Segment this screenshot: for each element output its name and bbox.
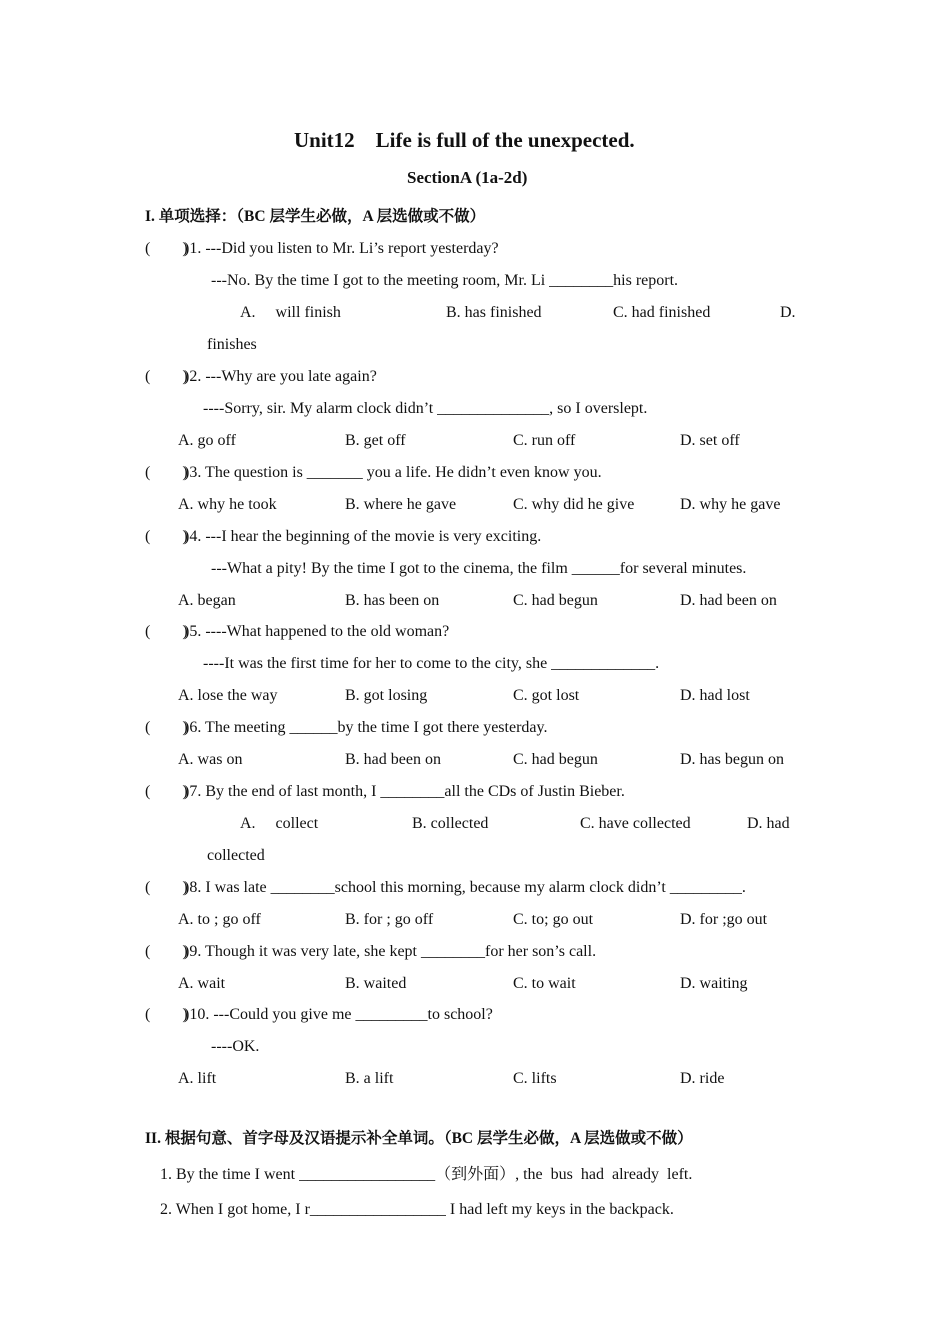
q7-option-c: C. have collected xyxy=(580,815,691,832)
answer-blank[interactable]: ( ) xyxy=(145,368,188,385)
question-6-stem: )6. The meeting ______by the time I got there yesterday. xyxy=(184,719,548,736)
q1-option-d-cont: finishes xyxy=(207,336,257,353)
q5-option-a: A. lose the way xyxy=(178,687,278,704)
question-7-stem: )7. By the end of last month, I ________all the CDs of Justin Bieber. xyxy=(184,783,625,800)
answer-blank[interactable]: ( ) xyxy=(145,528,188,545)
q2-option-c: C. run off xyxy=(513,432,576,449)
q9-option-c: C. to wait xyxy=(513,975,576,992)
answer-blank[interactable]: ( ) xyxy=(145,943,188,960)
q3-option-d: D. why he gave xyxy=(680,496,781,513)
question-1-stem: )1. ---Did you listen to Mr. Li’s report yesterday? xyxy=(184,240,499,257)
q10-option-d: D. ride xyxy=(680,1070,725,1087)
q4-option-b: B. has been on xyxy=(345,592,440,609)
answer-blank[interactable]: ( ) xyxy=(145,1006,188,1023)
q1-option-a: A. will finish xyxy=(240,304,341,321)
page-title: Unit12 Life is full of the unexpected. xyxy=(294,128,635,152)
question-8-stem: )8. I was late ________school this morning, because my alarm clock didn’t _________. xyxy=(184,879,746,896)
q6-option-c: C. had begun xyxy=(513,751,598,768)
fill-sentence-2: 2. When I got home, I r_________________ I had left my keys in the backpack. xyxy=(160,1201,674,1218)
answer-blank[interactable]: ( ) xyxy=(145,879,188,896)
q7-option-a: A. collect xyxy=(240,815,319,832)
section-subtitle: SectionA (1a-2d) xyxy=(407,168,528,187)
q9-option-a: A. wait xyxy=(178,975,226,992)
q2-option-a: A. go off xyxy=(178,432,236,449)
question-5-stem: )5. ----What happened to the old woman? xyxy=(184,623,450,640)
q8-option-b: B. for ; go off xyxy=(345,911,434,928)
answer-blank[interactable]: ( ) xyxy=(145,464,188,481)
answer-blank[interactable]: ( ) xyxy=(145,240,188,257)
q1-option-d: D. xyxy=(780,304,796,321)
q6-option-b: B. had been on xyxy=(345,751,441,768)
q4-option-c: C. had begun xyxy=(513,592,598,609)
q7-option-b: B. collected xyxy=(412,815,489,832)
q10-option-a: A. lift xyxy=(178,1070,217,1087)
question-4-stem: )4. ---I hear the beginning of the movie is very exciting. xyxy=(184,528,542,545)
question-10-line2: ----OK. xyxy=(211,1038,260,1055)
q2-option-d: D. set off xyxy=(680,432,740,449)
q7-option-d-cont: collected xyxy=(207,847,265,864)
q8-option-d: D. for ;go out xyxy=(680,911,768,928)
q7-option-d: D. had xyxy=(747,815,790,832)
section2-heading: II. 根据句意、首字母及汉语提示补全单词。（BC 层学生必做，A 层选做或不做） xyxy=(145,1130,693,1147)
answer-blank[interactable]: ( ) xyxy=(145,719,188,736)
question-10-stem: )10. ---Could you give me _________to school? xyxy=(184,1006,493,1023)
question-3-stem: )3. The question is _______ you a life. He didn’t even know you. xyxy=(184,464,602,481)
q4-option-d: D. had been on xyxy=(680,592,777,609)
q5-option-b: B. got losing xyxy=(345,687,428,704)
question-1-line2: ---No. By the time I got to the meeting room, Mr. Li ________his report. xyxy=(211,272,679,289)
q4-option-a: A. began xyxy=(178,592,236,609)
q2-option-b: B. get off xyxy=(345,432,406,449)
q5-option-c: C. got lost xyxy=(513,687,580,704)
question-9-stem: )9. Though it was very late, she kept ________for her son’s call. xyxy=(184,943,597,960)
answer-blank[interactable]: ( ) xyxy=(145,783,188,800)
q1-option-c: C. had finished xyxy=(613,304,711,321)
q8-option-a: A. to ; go off xyxy=(178,911,261,928)
q9-option-b: B. waited xyxy=(345,975,407,992)
q3-option-c: C. why did he give xyxy=(513,496,635,513)
q9-option-d: D. waiting xyxy=(680,975,748,992)
q6-option-d: D. has begun on xyxy=(680,751,784,768)
answer-blank[interactable]: ( ) xyxy=(145,623,188,640)
q8-option-c: C. to; go out xyxy=(513,911,594,928)
question-2-line2: ----Sorry, sir. My alarm clock didn’t ______________, so I overslept. xyxy=(203,400,648,417)
q10-option-c: C. lifts xyxy=(513,1070,557,1087)
section1-heading: I. 单项选择：（BC 层学生必做，A 层选做或不做） xyxy=(145,208,486,225)
q3-option-a: A. why he took xyxy=(178,496,277,513)
fill-sentence-1: 1. By the time I went _________________（到外面）, the bus had already left. xyxy=(160,1166,693,1183)
question-5-line2: ----It was the first time for her to come to the city, she _____________. xyxy=(203,655,660,672)
q5-option-d: D. had lost xyxy=(680,687,750,704)
question-4-line2: ---What a pity! By the time I got to the cinema, the film ______for several minutes. xyxy=(211,560,747,577)
q3-option-b: B. where he gave xyxy=(345,496,457,513)
q1-option-b: B. has finished xyxy=(446,304,542,321)
q6-option-a: A. was on xyxy=(178,751,243,768)
q10-option-b: B. a lift xyxy=(345,1070,394,1087)
question-2-stem: )2. ---Why are you late again? xyxy=(184,368,377,385)
